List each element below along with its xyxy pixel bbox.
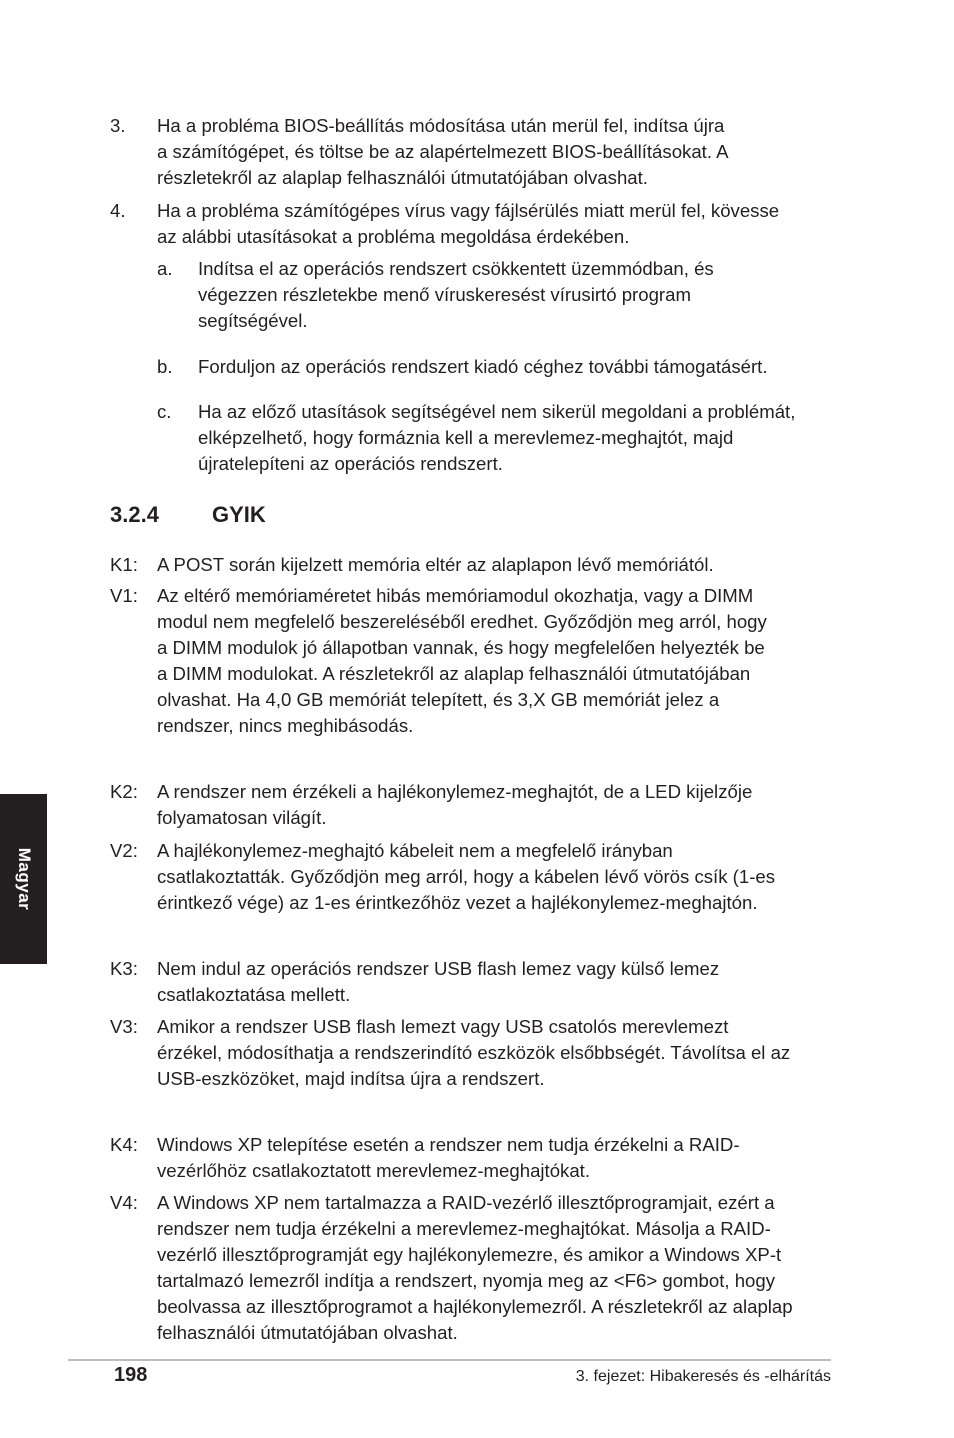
text-line: Windows XP telepítése esetén a rendszer nem tudja érzékelni a RAID- bbox=[157, 1134, 740, 1155]
chapter-title: 3. fejezet: Hibakeresés és -elhárítás bbox=[575, 1368, 831, 1385]
text-line: vezérlő illesztőprogramját egy hajlékonylemezre, és amikor a Windows XP-t bbox=[157, 1244, 782, 1265]
text-line: rendszer nem tudja érzékelni a merevlemez-meghajtókat. Másolja a RAID- bbox=[157, 1218, 771, 1239]
text-line: a DIMM modulokat. A részletekről az alaplap felhasználói útmutatójában bbox=[157, 663, 751, 684]
sub-letter: c. bbox=[157, 401, 172, 422]
text-line: részletekről az alaplap felhasználói útmutatójában olvashat. bbox=[157, 167, 648, 188]
faq-label: V4: bbox=[110, 1192, 138, 1213]
sub-letter: b. bbox=[157, 356, 173, 377]
text-line: A Windows XP nem tartalmazza a RAID-vezérlő illesztőprogramjait, ezért a bbox=[157, 1192, 775, 1213]
text-line: A POST során kijelzett memória eltér az alaplapon lévő memóriától. bbox=[157, 554, 714, 575]
text-line: az alábbi utasításokat a probléma megoldása érdekében. bbox=[157, 226, 630, 247]
sub-letter: a. bbox=[157, 258, 173, 279]
footer-divider bbox=[68, 1359, 831, 1361]
text-line: rendszer, nincs meghibásodás. bbox=[157, 715, 414, 736]
section-title: GYIK bbox=[212, 502, 266, 527]
text-line: Forduljon az operációs rendszert kiadó céghez további támogatásért. bbox=[198, 356, 768, 377]
side-tab-label: Magyar bbox=[14, 847, 34, 911]
text-line: csatlakoztatása mellett. bbox=[157, 984, 351, 1005]
faq-label: V1: bbox=[110, 585, 138, 606]
text-line: folyamatosan világít. bbox=[157, 807, 327, 828]
list-number: 3. bbox=[110, 115, 126, 136]
text-line: felhasználói útmutatójában olvashat. bbox=[157, 1322, 458, 1343]
faq-label: K1: bbox=[110, 554, 138, 575]
text-line: modul nem megfelelő beszereléséből eredhet. Győződjön meg arról, hogy bbox=[157, 611, 767, 632]
page-number: 198 bbox=[114, 1364, 148, 1386]
text-line: Ha a probléma BIOS-beállítás módosítása után merül fel, indítsa újra bbox=[157, 115, 725, 136]
text-line: Az eltérő memóriaméretet hibás memóriamodul okozhatja, vagy a DIMM bbox=[157, 585, 754, 606]
text-line: A rendszer nem érzékeli a hajlékonylemez-meghajtót, de a LED kijelzője bbox=[157, 781, 753, 802]
text-line: Nem indul az operációs rendszer USB flash lemez vagy külső lemez bbox=[157, 958, 720, 979]
faq-label: K4: bbox=[110, 1134, 138, 1155]
text-line: tartalmazó lemezről indítja a rendszert, nyomja meg az <F6> gombot, hogy bbox=[157, 1270, 776, 1291]
section-number: 3.2.4 bbox=[110, 502, 159, 527]
language-side-tab bbox=[0, 794, 47, 964]
text-line: végezzen részletekbe menő víruskeresést vírusirtó program bbox=[198, 284, 691, 305]
text-line: Indítsa el az operációs rendszert csökkentett üzemmódban, és bbox=[198, 258, 714, 279]
faq-label: V2: bbox=[110, 840, 138, 861]
text-line: érzékel, módosíthatja a rendszerindító eszközök elsőbbségét. Távolítsa el az bbox=[157, 1042, 791, 1063]
text-line: Ha az előző utasítások segítségével nem sikerül megoldani a problémát, bbox=[198, 401, 796, 422]
faq-label: V3: bbox=[110, 1016, 138, 1037]
text-line: Amikor a rendszer USB flash lemezt vagy USB csatolós merevlemezt bbox=[157, 1016, 729, 1037]
faq-label: K3: bbox=[110, 958, 138, 979]
text-line: A hajlékonylemez-meghajtó kábeleit nem a megfelelő irányban bbox=[157, 840, 673, 861]
text-line: segítségével. bbox=[198, 310, 308, 331]
text-line: a számítógépet, és töltse be az alapértelmezett BIOS-beállításokat. A bbox=[157, 141, 729, 162]
list-number: 4. bbox=[110, 200, 126, 221]
text-line: vezérlőhöz csatlakoztatott merevlemez-meghajtókat. bbox=[157, 1160, 591, 1181]
text-line: beolvassa az illesztőprogramot a hajlékonylemezről. A részletekről az alaplap bbox=[157, 1296, 793, 1317]
text-line: olvashat. Ha 4,0 GB memóriát telepített, és 3,X GB memóriát jelez a bbox=[157, 689, 720, 710]
faq-label: K2: bbox=[110, 781, 138, 802]
text-line: csatlakoztatták. Győződjön meg arról, hogy a kábelen lévő vörös csík (1-es bbox=[157, 866, 776, 887]
text-line: a DIMM modulok jó állapotban vannak, és hogy megfelelően helyezték be bbox=[157, 637, 765, 658]
text-line: Ha a probléma számítógépes vírus vagy fájlsérülés miatt merül fel, kövesse bbox=[157, 200, 780, 221]
text-line: újratelepíteni az operációs rendszert. bbox=[198, 453, 503, 474]
text-line: elképzelhető, hogy formáznia kell a merevlemez-meghajtót, majd bbox=[198, 427, 734, 448]
text-line: érintkező vége) az 1-es érintkezőhöz vezet a hajlékonylemez-meghajtón. bbox=[157, 892, 758, 913]
text-line: USB-eszközöket, majd indítsa újra a rendszert. bbox=[157, 1068, 545, 1089]
